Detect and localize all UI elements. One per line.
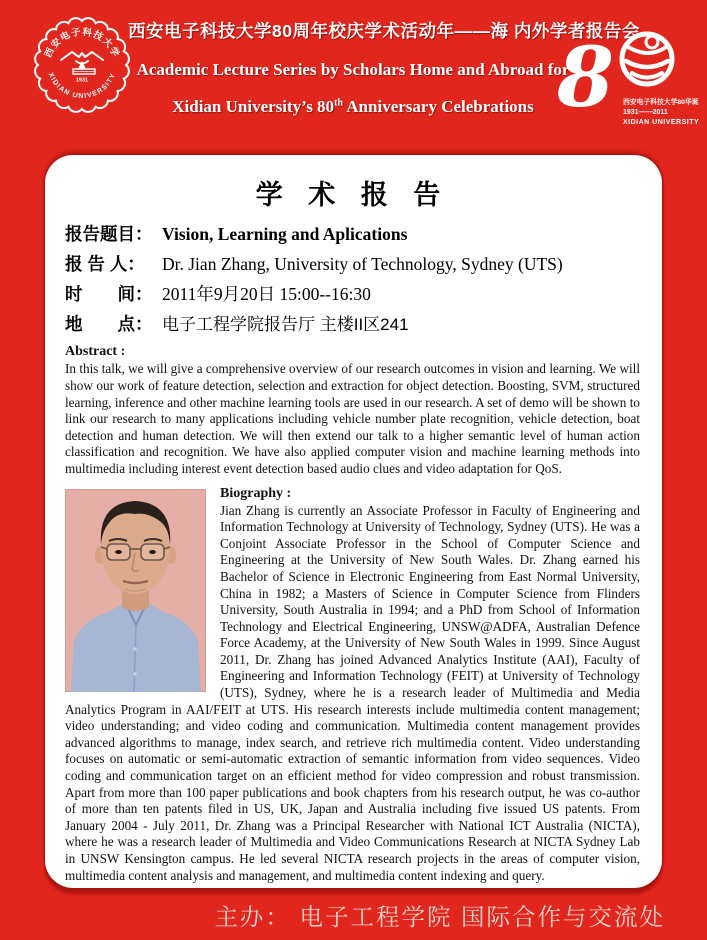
field-speaker-value: Dr. Jian Zhang, University of Technology, Sydney (UTS) — [162, 254, 563, 274]
poster-header — [0, 0, 707, 152]
seal-year-text: 1931 — [75, 77, 89, 84]
header-cn-title: 西安电子科技大学80周年校庆学术活动年——海 内外学者报告会 — [128, 21, 640, 41]
field-speaker — [65, 254, 640, 275]
field-venue — [65, 314, 640, 335]
logo80-caption — [623, 97, 699, 126]
logo80-caption-line2: 1931——2011 — [623, 109, 668, 116]
logo80-caption-line1: 西安电子科技大学80华诞 — [623, 99, 699, 106]
field-topic-value: Vision, Learning and Aplications — [162, 224, 408, 244]
lecture-notice-card — [45, 155, 662, 888]
field-time — [65, 284, 640, 305]
abstract-label: Abstract : — [65, 344, 126, 360]
field-venue-value: 电子工程学院报告厅 主楼II区241 — [162, 315, 409, 334]
field-topic — [65, 224, 640, 245]
biography-section — [65, 486, 640, 885]
logo80-caption-line3: XIDIAN UNIVERSITY — [623, 119, 700, 126]
lecture-title: 学 术 报 告 — [255, 180, 450, 210]
anniversary-80-logo — [555, 24, 705, 129]
organizer-footer: 主办： 电子工程学院 国际合作与交流处 — [214, 904, 665, 930]
logo80-globe-icon — [622, 34, 672, 84]
field-venue-label: 地 点： — [65, 314, 153, 334]
seal-cn-arc-text: 西安电子科技大学 — [42, 26, 122, 60]
seal-eagle-icon — [61, 52, 103, 74]
header-en-line2 — [128, 97, 578, 117]
university-seal-icon — [32, 15, 132, 115]
field-topic-label: 报告题目： — [65, 224, 153, 244]
speaker-photo — [65, 489, 206, 692]
abstract-text: In this talk, we will give a comprehensive overview of our research outcomes in vision and learning. We will show our work of feature detection, selection and extraction for object detection. Boosting, SVM, structured learning, inference and other machine learning tools are used in our research. A set of demo will be shown to link our research to many applications including vehicle number plate recognition, vehicle detection, boat detection and human detection. We will then extend our talk to a higher semantic level of human action classification and recognition. We have also applied computer vision and machine learning methods into multimedia including interest event detection based audio clues and video adaptation for QoS. — [65, 361, 640, 476]
header-en-line2-pre: Xidian University’s 80 — [172, 97, 335, 116]
header-en-line2-sup: th — [334, 97, 343, 109]
seal-en-arc-text: XIDIAN UNIVERSITY — [46, 71, 118, 101]
logo80-numeral: 8 — [557, 30, 615, 126]
biography-text: Jian Zhang is currently an Associate Professor in Faculty of Engineering and Information Technology at University of Technology, Sydney (UTS). He was a Conjoint Associate Professor in the School of Computer Science and Engineering at the University of New South Wales. Dr. Zhang earned his Bachelor of Science in Electronic Engineering from East Normal University, China in 1982; a Masters of Science in Computer Science from Flinders University, South Australia in 1994; and a PhD from School of Information Technology and Electrical Engineering, UNSW@ADFA, Australian Defence Force Academy, at the University of New South Wales in 1999. Since August 2011, Dr. Zhang has joined Advanced Analytics Institute (AAI), Faculty of Engineering and Information Technology (FEIT) at University of Technology (UTS), Sydney, where he is a research leader of Multimedia and Media Analytics Program in AAI/FEIT at UTS. His research interests include multimedia content management; video understanding; and video coding and communication. Multimedia content management provides advanced algorithms to manage, index search, and retrieve rich multimedia content. Video understanding focuses on automatic or semi-automatic extraction of semantic information from video sequences. Video coding and communication target on an efficient method for video compression and robust transmission. Apart from more than 100 paper publications and book chapters from his research output, he was co-author of more than ten patents filed in US, UK, Japan and Australia including five issued US patents. From January 2004 - July 2011, Dr. Zhang was a Principal Researcher with National ICT Australia (NICTA), where he was a research leader of Multimedia and Video Communications Research at NICTA Sydney Lab in UNSW Kensington campus. He led several NICTA research projects in the areas of computer vision, multimedia content analysis and management, and multimedia content indexing and query. — [65, 502, 640, 883]
svg-text:XIDIAN UNIVERSITY — [47, 72, 118, 100]
field-time-label: 时 间： — [65, 284, 153, 304]
header-en-line2-post: Anniversary Celebrations — [342, 97, 534, 116]
field-speaker-label: 报 告 人： — [65, 254, 145, 274]
header-en-line1: Academic Lecture Series by Scholars Home and Abroad for — [136, 60, 570, 79]
biography-label: Biography : — [220, 485, 292, 501]
header-text-block — [128, 18, 640, 117]
field-time-value: 2011年9月20日 15:00--16:30 — [162, 284, 371, 304]
